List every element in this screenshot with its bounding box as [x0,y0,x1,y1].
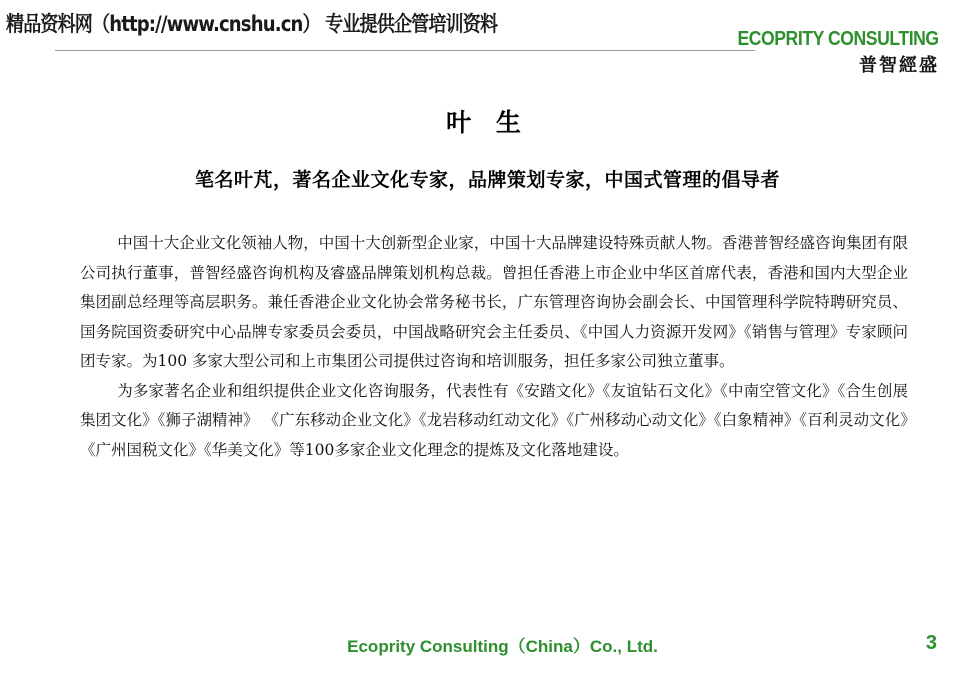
logo-english: ECOPRITY CONSULTING [737,28,939,50]
biography-text [80,229,908,465]
site-banner: 精品资料网（http://www.cnshu.cn） 专业提供企管培训资料 [6,12,498,36]
paragraph-1: 中国十大企业文化领袖人物，中国十大创新型企业家，中国十大品牌建设特殊贡献人物。香港普智经盛咨询集团有限公司执行董事，普智经盛咨询机构及睿盛品牌策划机构总裁。曾担任香港上市企业中华区首席代表，香港和国内大型企业集团副总经理等高层职务。兼任香港企业文化协会常务秘书长，广东管理咨询协会副会长、中国管理科学院特聘研究员、国务院国资委研究中心品牌专家委员会委员，中国战略研究会主任委员、《中国人力资源开发网》《销售与管理》专家顾问团专家。为100 多家大型公司和上市集团公司提供过咨询和培训服务，担任多家公司独立董事。 [80,234,908,370]
paragraph-2: 为多家著名企业和组织提供企业文化咨询服务，代表性有《安踏文化》《友谊钻石文化》《中南空管文化》《合生创展集团文化》《狮子湖精神》 《广东移动企业文化》《龙岩移动红动文化》《广州移动心动文化》《白象精神》《百利灵动文化》《广州国税文化》《华美文化》等100多家企业文化理念的提炼及文化落地建设。 [80,381,908,459]
header-divider [55,50,755,51]
page-subtitle: 笔名叶芃，著名企业文化专家，品牌策划专家，中国式管理的倡导者 [194,169,780,191]
logo-chinese: 普智經盛 [859,55,939,76]
page-title: 叶 生 [446,108,529,137]
page-number: 3 [925,632,937,654]
company-logo [710,28,939,77]
footer-company-name: Ecoprity Consulting（China）Co., Ltd. [347,637,658,656]
